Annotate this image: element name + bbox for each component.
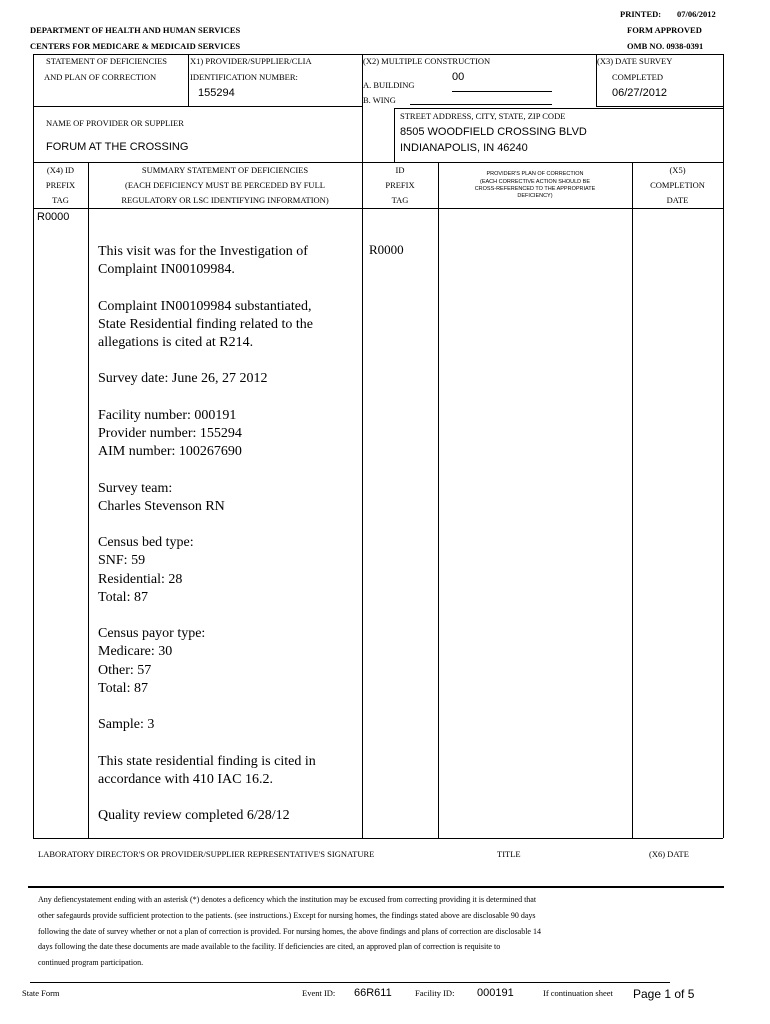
summary-line: This visit was for the Investigation of [98, 244, 308, 259]
statement-label-1: STATEMENT OF DEFICIENCIES [46, 56, 168, 66]
wing-underline [410, 104, 552, 105]
id-header-1: ID [395, 165, 405, 175]
col-divider-2 [362, 162, 363, 838]
x1-label-2: IDENTIFICATION NUMBER: [190, 72, 298, 82]
footnote-line: other safegaurds provide sufficient protection to the patients. (see instructions.) Except for nursing homes, the findings stated above are disclosable 90 days [38, 910, 536, 920]
provider-id-value: 155294 [198, 87, 235, 99]
summary-line: allegations is cited at R214. [98, 335, 254, 350]
plan-header-3: CROSS-REFERENCED TO THE APPROPRIATE [474, 186, 596, 192]
x1-label-1: X1) PROVIDER/SUPPLIER/CLIA [190, 56, 312, 66]
x4-header-3: TAG [52, 195, 69, 205]
page-number: Page 1 of 5 [633, 987, 695, 1001]
divider-x1-x2 [362, 54, 363, 162]
summary-header-1: SUMMARY STATEMENT OF DEFICIENCIES [141, 165, 309, 175]
survey-completed-date: 06/27/2012 [612, 87, 668, 99]
department-name: DEPARTMENT OF HEALTH AND HUMAN SERVICES [30, 25, 241, 35]
wing-label: B. WING [363, 95, 396, 105]
x4-header-2: PREFIX [45, 180, 76, 190]
facility-id-value: 000191 [477, 987, 514, 999]
footnote-line: continued program participation. [38, 958, 144, 968]
x2-label: (X2) MULTIPLE CONSTRUCTION [363, 56, 491, 66]
building-label: A. BUILDING [363, 80, 415, 90]
event-id-label: Event ID: [302, 988, 336, 998]
date-label: (X6) DATE [649, 849, 689, 859]
omb-number: OMB NO. 0938-0391 [627, 41, 704, 51]
director-signature-label: LABORATORY DIRECTOR'S OR PROVIDER/SUPPLIER REPRESENTATIVE'S SIGNATURE [38, 849, 375, 859]
form-approved: FORM APPROVED [627, 25, 702, 35]
x5-header-3: DATE [666, 195, 689, 205]
summary-line: Quality review completed 6/28/12 [98, 808, 290, 824]
x4-header-1: (X4) ID [46, 165, 75, 175]
title-label: TITLE [497, 849, 521, 859]
table-header-bottom-rule [33, 208, 723, 209]
col-divider-3 [438, 162, 439, 838]
divider-stmt-x1 [188, 54, 189, 106]
col-divider-1 [88, 162, 89, 838]
form-top-rule [33, 54, 723, 55]
summary-line: Residential: 28 [98, 571, 183, 587]
summary-line: Complaint IN00109984. [98, 262, 235, 278]
summary-paragraph [98, 753, 316, 789]
summary-line: Complaint IN00109984 substantiated, [98, 298, 312, 314]
footnote-line: Any defiencystatement ending with an asterisk (*) denotes a deficency which the institution may be excused from correcting providing it is determined that [38, 895, 537, 904]
summary-line: Sample: 3 [98, 717, 155, 733]
form-right-border [723, 54, 724, 838]
plan-header-2: (EACH CORRECTIVE ACTION SHOULD BE [479, 179, 591, 185]
col-divider-4 [632, 162, 633, 838]
summary-line: accordance with 410 IAC 16.2. [98, 771, 273, 787]
summary-line: Provider number: 155294 [98, 426, 242, 441]
address-left-border [394, 108, 395, 162]
summary-line: AIM number: 100267690 [98, 444, 242, 460]
footnote-line: following the date of survey whether or not a plan of correction is provided. For nursing homes, the above findings and plans of correction are disclosable 14 [38, 926, 541, 936]
x5-header-2: COMPLETION [650, 180, 705, 190]
summary-line: Census bed type: [98, 535, 194, 551]
state-form-label: State Form [22, 988, 60, 998]
summary-line: This state residential finding is cited in [98, 753, 316, 769]
building-value: 00 [452, 71, 465, 83]
plan-header-4: DEFICIENCY) [517, 193, 553, 199]
table-bottom-rule [33, 838, 723, 839]
summary-line: SNF: 59 [98, 553, 146, 569]
signature-rule [28, 886, 724, 888]
building-underline [452, 91, 552, 92]
summary-line: Charles Stevenson RN [98, 498, 225, 514]
summary-header-2: (EACH DEFICIENCY MUST BE PERCEDED BY FULL [125, 180, 325, 190]
row1-bottom-rule [33, 106, 362, 107]
summary-line: Survey date: June 26, 27 2012 [98, 371, 268, 387]
provider-name-value: FORUM AT THE CROSSING [46, 141, 189, 153]
statement-label-2: AND PLAN OF CORRECTION [44, 72, 157, 82]
id-header-3: TAG [391, 195, 409, 205]
footer-rule [30, 982, 670, 983]
provider-name-label: NAME OF PROVIDER OR SUPPLIER [46, 118, 184, 128]
summary-paragraph [98, 298, 313, 353]
summary-paragraph [98, 716, 154, 734]
x3-label-1: (X3) DATE SURVEY [597, 56, 673, 66]
address-top-rule [394, 108, 723, 109]
summary-paragraph [98, 807, 290, 825]
id-tag: R0000 [369, 242, 404, 257]
summary-line: Total: 87 [98, 680, 148, 696]
plan-header-1: PROVIDER'S PLAN OF CORRECTION [486, 171, 584, 177]
summary-paragraph [98, 534, 194, 607]
address-line-2: INDIANAPOLIS, IN 46240 [400, 142, 528, 154]
facility-id-label: Facility ID: [415, 988, 455, 998]
x5-header-1: (X5) [669, 165, 686, 175]
row1-bottom-rule-right [596, 106, 723, 107]
summary-line: Other: 57 [98, 662, 152, 678]
summary-paragraph [98, 480, 225, 516]
id-header-2: PREFIX [385, 180, 415, 190]
footnote-line: days following the date these documents are made available to the facility. If deficiencies are cited, an approved plan of correction is requisite to [38, 942, 501, 952]
summary-line: Census payor type: [98, 626, 206, 642]
summary-line: State Residential finding related to the [98, 316, 313, 332]
prefix-tag: R0000 [37, 211, 70, 223]
summary-header-3: REGULATORY OR LSC IDENTIFYING INFORMATION) [121, 195, 329, 205]
continuation-label: If continuation sheet [543, 988, 613, 998]
address-label: STREET ADDRESS, CITY, STATE, ZIP CODE [400, 111, 566, 121]
printed-label: PRINTED: [620, 9, 662, 19]
x3-label-2: COMPLETED [612, 72, 663, 82]
event-id-value: 66R611 [354, 987, 392, 999]
summary-line: Survey team: [98, 480, 173, 496]
summary-line: Facility number: 000191 [98, 407, 237, 423]
centers-name: CENTERS FOR MEDICARE & MEDICAID SERVICES [30, 41, 241, 51]
summary-paragraph [98, 625, 205, 698]
printed-date: 07/06/2012 [677, 9, 716, 19]
summary-paragraph [98, 243, 308, 279]
summary-paragraph [98, 370, 268, 388]
table-top-rule [33, 162, 723, 163]
summary-line: Medicare: 30 [98, 644, 173, 660]
summary-paragraph [98, 407, 242, 462]
address-line-1: 8505 WOODFIELD CROSSING BLVD [400, 126, 587, 138]
summary-line: Total: 87 [98, 589, 148, 605]
